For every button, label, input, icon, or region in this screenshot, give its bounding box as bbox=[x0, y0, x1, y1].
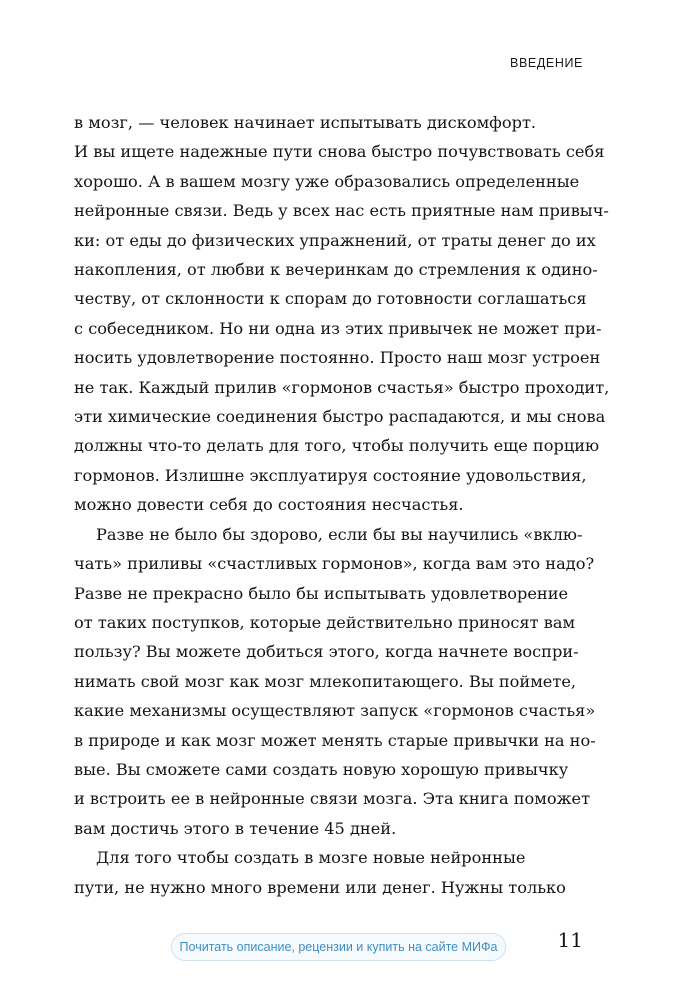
text-line: можно довести себя до состояния несчастья. bbox=[74, 495, 464, 515]
paragraph-first-line: Для того чтобы создать в мозге новые нейронные bbox=[96, 848, 526, 868]
text-line: пользу? Вы можете добиться этого, когда начнете воспри- bbox=[74, 642, 579, 662]
paragraph-first-line: Разве не было бы здорово, если бы вы научились «вклю- bbox=[96, 524, 583, 544]
text-line: И вы ищете надежные пути снова быстро почувствовать себя bbox=[74, 142, 605, 162]
text-line: должны что-то делать для того, чтобы получить еще порцию bbox=[74, 436, 600, 456]
page-number: 11 bbox=[557, 928, 583, 952]
text-line: не так. Каждый прилив «гормонов счастья» быстро проходит, bbox=[74, 377, 610, 397]
text-line: нимать свой мозг как мозг млекопитающего. Вы поймете, bbox=[74, 671, 577, 691]
text-line: хорошо. А в вашем мозгу уже образовались определенные bbox=[74, 171, 580, 191]
body-text bbox=[74, 108, 610, 902]
text-line: Разве не прекрасно было бы испытывать удовлетворение bbox=[74, 583, 569, 603]
text-line: чать» приливы «счастливых гормонов», когда вам это надо? bbox=[74, 554, 595, 574]
text-line: носить удовлетворение постоянно. Просто наш мозг устроен bbox=[74, 348, 601, 368]
text-line: гормонов. Излишне эксплуатируя состояние удовольствия, bbox=[74, 465, 587, 485]
text-line: накопления, от любви к вечеринкам до стремления к одино- bbox=[74, 260, 598, 280]
text-line: нейронные связи. Ведь у всех нас есть приятные нам привыч- bbox=[74, 201, 609, 221]
text-line: вые. Вы сможете сами создать новую хорошую привычку bbox=[74, 759, 569, 779]
text-line: эти химические соединения быстро распадаются, и мы снова bbox=[74, 407, 606, 427]
text-line: вам достичь этого в течение 45 дней. bbox=[74, 818, 397, 838]
buy-book-link[interactable]: Почитать описание, рецензии и купить на сайте МИФа bbox=[171, 933, 506, 961]
text-line: с собеседником. Но ни одна из этих привычек не может при- bbox=[74, 318, 602, 338]
text-line: в природе и как мозг может менять старые привычки на но- bbox=[74, 730, 596, 750]
text-line: какие механизмы осуществляют запуск «гормонов счастья» bbox=[74, 701, 596, 721]
text-line: пути, не нужно много времени или денег. Нужны только bbox=[74, 877, 566, 897]
text-line: от таких поступков, которые действительно приносят вам bbox=[74, 612, 576, 632]
running-title: ВВЕДЕНИЕ bbox=[510, 56, 583, 70]
text-line: и встроить ее в нейронные связи мозга. Эта книга поможет bbox=[74, 789, 591, 809]
text-line: в мозг, — человек начинает испытывать дискомфорт. bbox=[74, 113, 537, 132]
text-line: честву, от склонности к спорам до готовности соглашаться bbox=[74, 289, 587, 309]
text-line: ки: от еды до физических упражнений, от траты денег до их bbox=[74, 230, 596, 250]
